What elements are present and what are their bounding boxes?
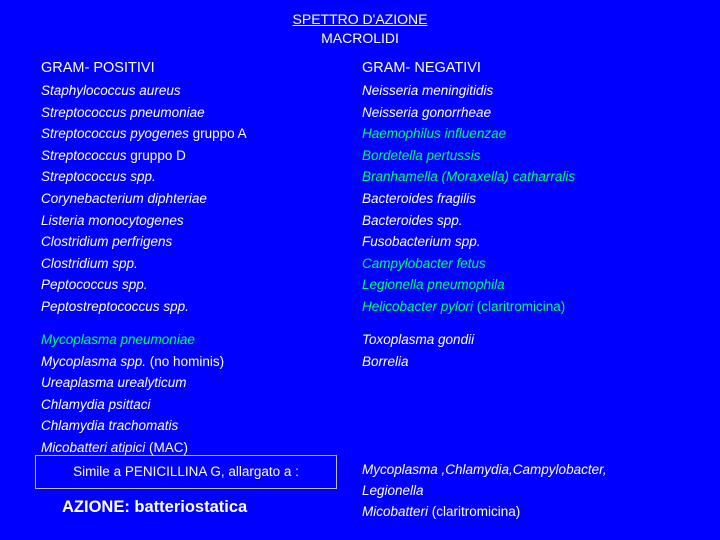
gram-negative-list xyxy=(362,80,575,318)
similar-box-text: Simile a PENICILLINA G, allargato a : xyxy=(73,464,299,479)
extended-line-3 xyxy=(362,501,607,522)
organism-name: Mycoplasma pneumoniae xyxy=(41,332,195,347)
organism-note: (no hominis) xyxy=(146,353,225,369)
organism-name: Streptococcus pneumoniae xyxy=(41,104,205,120)
title-line-1: SPETTRO D'AZIONE xyxy=(292,11,428,27)
list-item xyxy=(362,253,575,275)
organism-name: Chlamydia trachomatis xyxy=(41,418,179,434)
organism-name: Campylobacter fetus xyxy=(362,255,486,271)
list-item xyxy=(362,296,575,318)
list-item xyxy=(362,274,575,296)
header-gram-positive: GRAM- POSITIVI xyxy=(41,60,155,76)
other-organisms-left-list xyxy=(41,329,224,459)
list-item xyxy=(41,415,224,437)
organism-name: Ureaplasma urealyticum xyxy=(41,375,187,391)
list-item xyxy=(362,145,575,167)
list-item xyxy=(41,329,224,351)
list-item xyxy=(41,145,247,167)
extended-line-3-suffix: (claritromicina) xyxy=(428,504,521,519)
list-item xyxy=(41,188,247,210)
extended-spectrum-list xyxy=(362,459,607,522)
title-line-2: MACROLIDI xyxy=(321,30,399,46)
list-item xyxy=(41,210,247,232)
list-item xyxy=(362,102,575,124)
extended-line-3-text: Micobatteri xyxy=(362,504,429,519)
list-item xyxy=(41,102,247,124)
organism-name: Clostridium perfrigens xyxy=(41,234,173,250)
list-item xyxy=(362,123,575,145)
list-item xyxy=(362,80,575,102)
list-item xyxy=(41,351,224,373)
organism-name: Corynebacterium diphteriae xyxy=(41,190,207,206)
organism-name: Neisseria gonorrheae xyxy=(362,104,492,120)
extended-line-1: Mycoplasma ,Chlamydia,Campylobacter, xyxy=(362,462,607,477)
organism-note: (MAC) xyxy=(145,439,189,455)
similar-to-penicillin-box xyxy=(35,455,337,489)
header-gram-negative: GRAM- NEGATIVI xyxy=(362,60,481,76)
organism-name: Neisseria meningitidis xyxy=(362,83,494,98)
organism-name: Borrelia xyxy=(362,353,409,369)
gram-positive-list xyxy=(41,80,247,318)
other-organisms-right-list xyxy=(362,329,474,372)
organism-name: Staphylococcus aureus xyxy=(41,83,181,98)
list-item xyxy=(362,231,575,253)
organism-name: Streptococcus xyxy=(41,147,127,163)
organism-note: gruppo A xyxy=(188,126,247,142)
list-item xyxy=(362,166,575,188)
organism-name: Haemophilus influenzae xyxy=(362,126,507,142)
organism-name: Mycoplasma spp. xyxy=(41,353,147,369)
list-item xyxy=(362,329,474,351)
organism-name: Legionella pneumophila xyxy=(362,277,505,293)
organism-name: Bacteroides fragilis xyxy=(362,190,477,206)
organism-name: Fusobacterium spp. xyxy=(362,234,481,250)
organism-name: Streptococcus pyogenes xyxy=(41,126,189,142)
list-item xyxy=(41,274,247,296)
slide-title xyxy=(0,10,720,48)
organism-name: Chlamydia psittaci xyxy=(41,396,151,412)
organism-name: Peptostreptococcus spp. xyxy=(41,298,189,314)
extended-line-2: Legionella xyxy=(362,483,424,498)
list-item xyxy=(41,80,247,102)
list-item xyxy=(41,253,247,275)
organism-name: Toxoplasma gondii xyxy=(362,332,475,347)
list-item xyxy=(362,188,575,210)
organism-name: Streptococcus spp. xyxy=(41,169,156,185)
organism-name: Clostridium spp. xyxy=(41,255,138,271)
organism-name: Helicobacter pylori xyxy=(362,298,474,314)
list-item xyxy=(41,372,224,394)
list-item xyxy=(41,166,247,188)
organism-name: Branhamella (Moraxella) catharralis xyxy=(362,169,576,185)
list-item xyxy=(41,231,247,253)
action-label-value: batteriostatica xyxy=(129,498,248,516)
action-label-key: AZIONE: xyxy=(62,498,130,516)
organism-name: Micobatteri atipici xyxy=(41,439,146,455)
action-label xyxy=(62,498,247,517)
organism-note: gruppo D xyxy=(126,147,186,163)
list-item xyxy=(362,351,474,373)
organism-note: (claritromicina) xyxy=(473,298,566,314)
list-item xyxy=(41,394,224,416)
organism-name: Peptococcus spp. xyxy=(41,277,148,293)
organism-name: Listeria monocytogenes xyxy=(41,212,184,228)
list-item xyxy=(362,210,575,232)
list-item xyxy=(41,296,247,318)
organism-name: Bordetella pertussis xyxy=(362,147,481,163)
list-item xyxy=(41,123,247,145)
organism-name: Bacteroides spp. xyxy=(362,212,463,228)
